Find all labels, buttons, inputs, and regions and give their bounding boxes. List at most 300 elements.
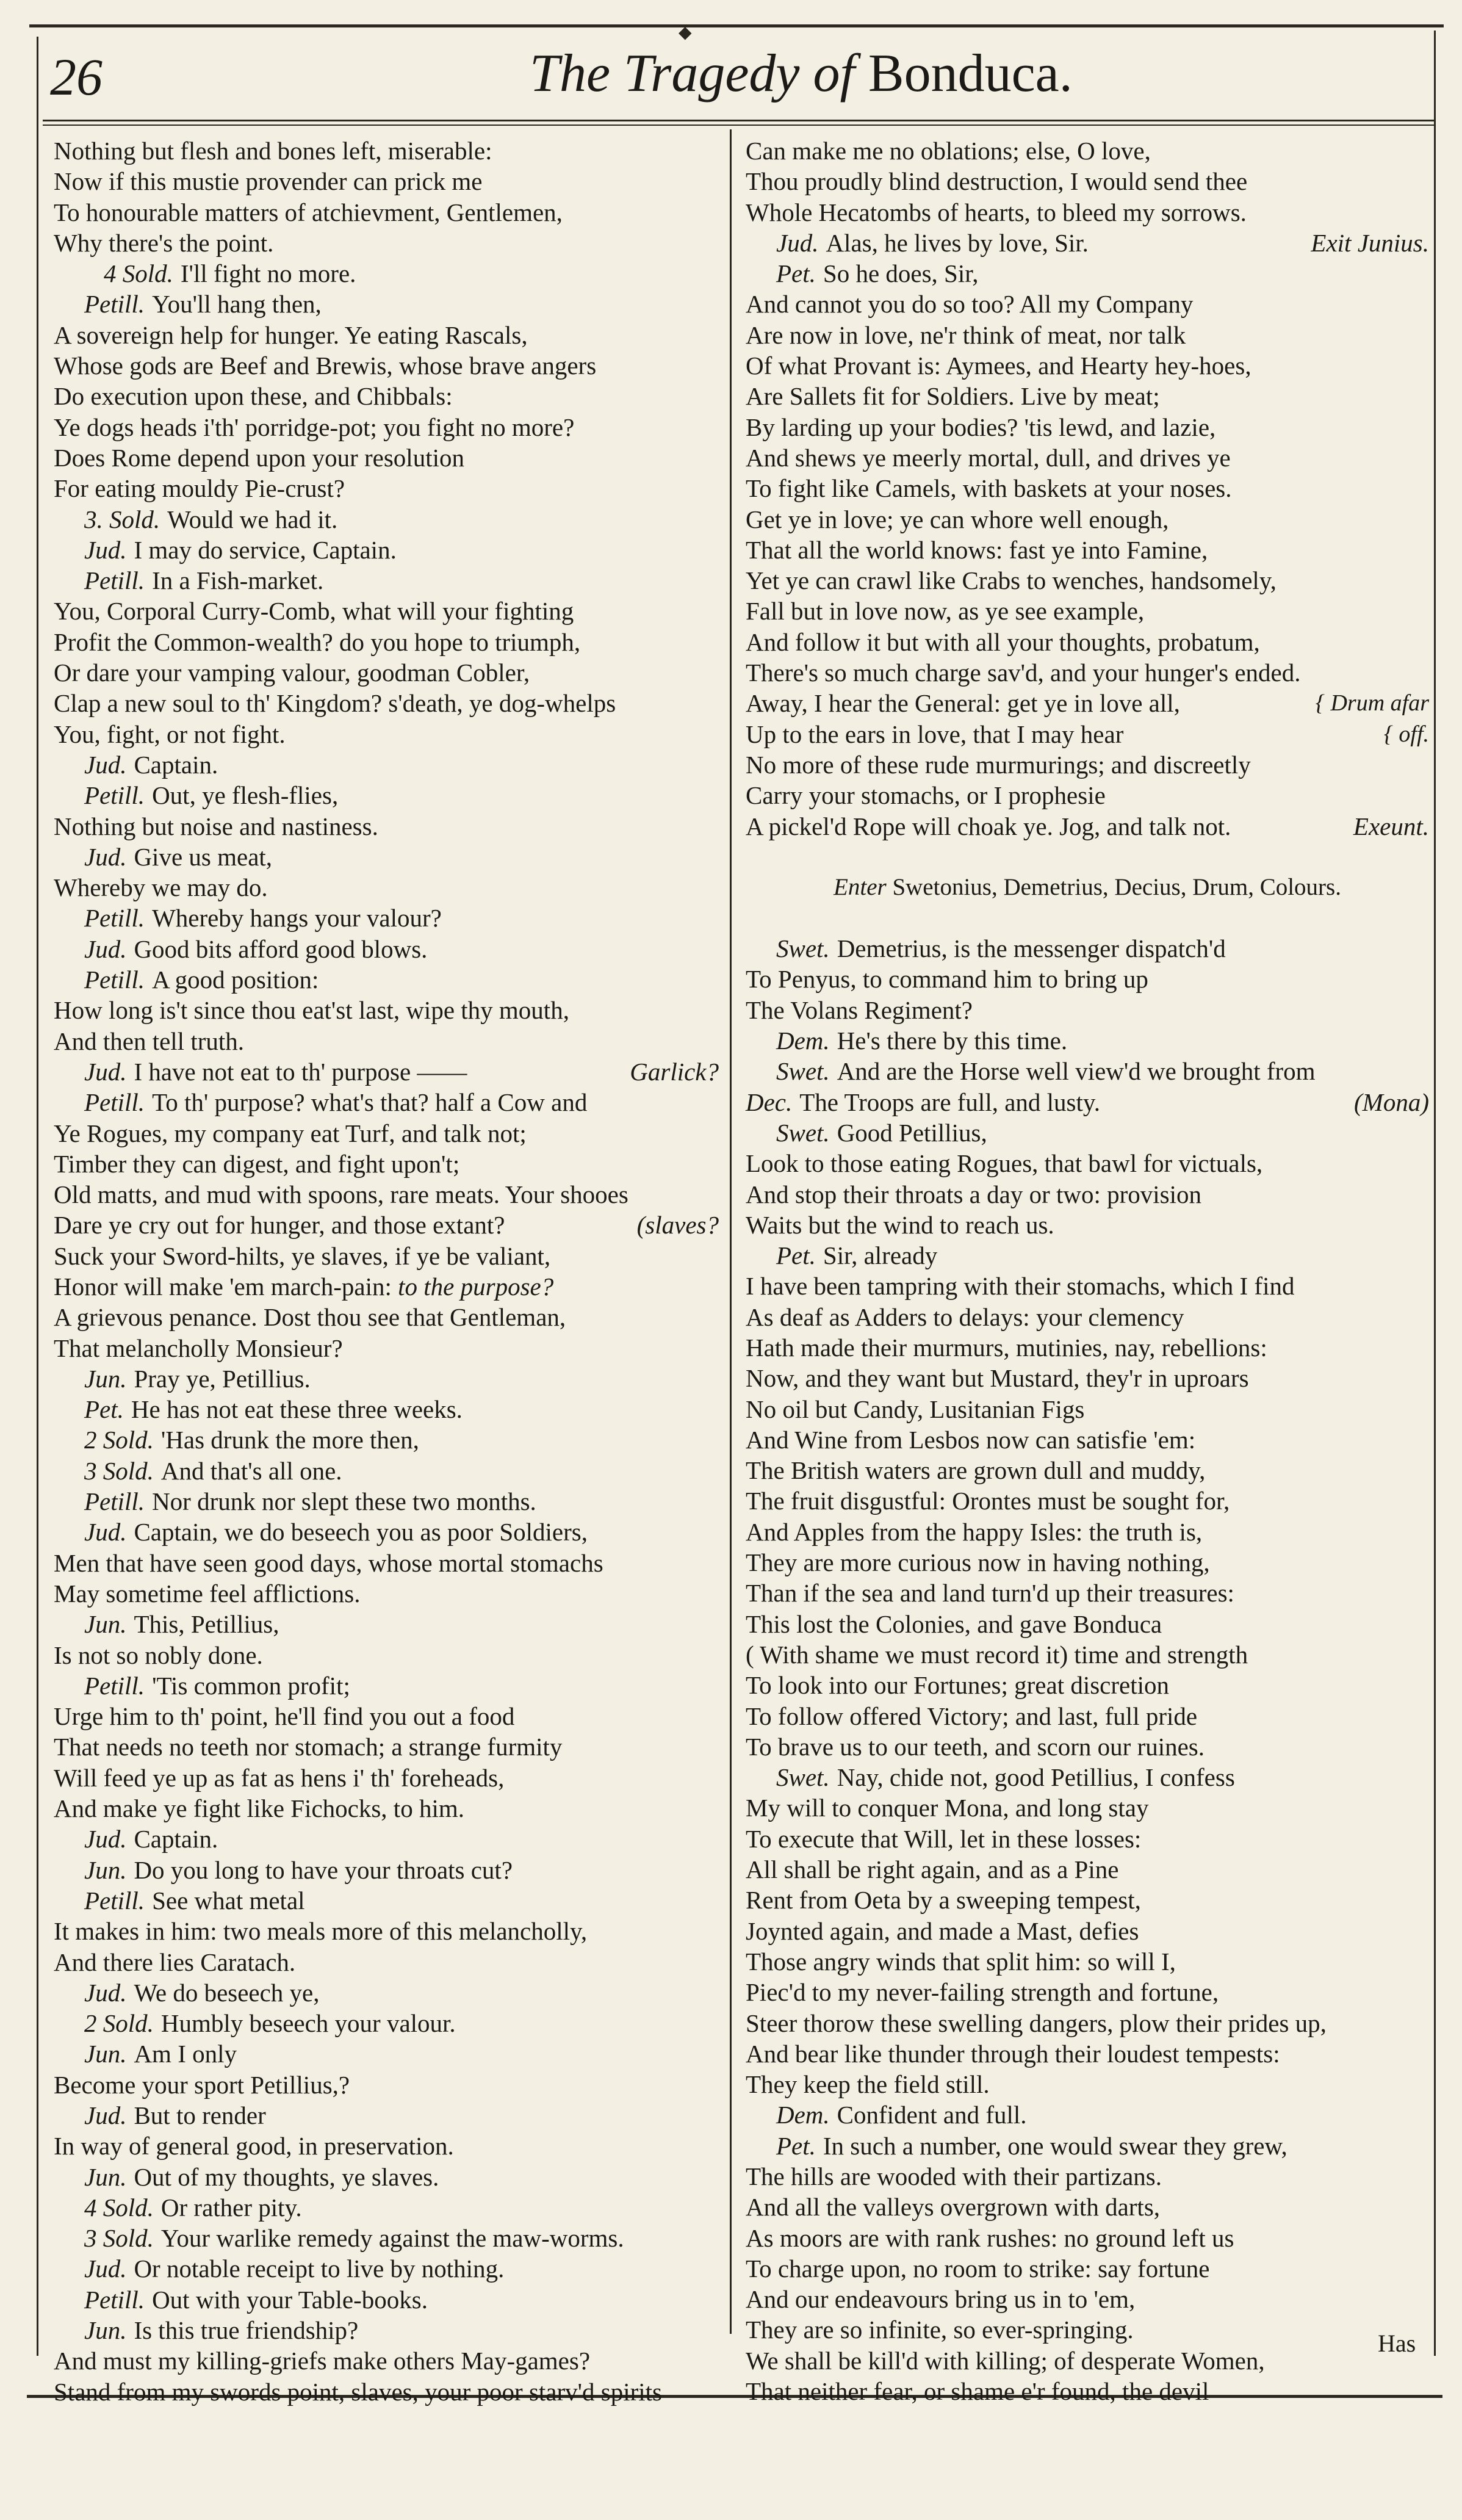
line-text: Pray ye, Petillius. — [134, 1364, 311, 1393]
speaker-name: Jud. — [84, 1978, 127, 2007]
line-text: Captain. — [134, 750, 218, 779]
verse-line — [746, 197, 1429, 228]
line-text: Than if the sea and land turn'd up their treasures: — [746, 1579, 1234, 1608]
line-text: How long is't since thou eat'st last, wipe thy mouth, — [54, 996, 569, 1025]
blank-line — [746, 842, 1429, 872]
line-text: Is this true friendship? — [134, 2316, 359, 2345]
right-margin-rule — [1434, 31, 1436, 2356]
verse-line — [54, 1855, 719, 1885]
line-text: Do execution upon these, and Chibbals: — [54, 382, 453, 411]
verse-line — [746, 1210, 1429, 1240]
verse-line — [54, 1731, 719, 1762]
speaker-name: Jun. — [84, 2316, 127, 2345]
page-number: 26 — [50, 48, 103, 106]
line-text: No more of these rude murmurings; and discreetly — [746, 750, 1251, 779]
line-text: Nor drunk nor slept these two months. — [152, 1487, 536, 1516]
speaker-name: Petill. — [84, 904, 145, 933]
speaker-name: Jud. — [84, 2101, 127, 2129]
speaker-name: Swet. — [776, 1118, 830, 1147]
stage-bracket-note: { Drum afar — [1315, 690, 1429, 717]
line-text: Ye Rogues, my company eat Turf, and talk not; — [54, 1119, 527, 1147]
verse-line — [54, 1179, 719, 1210]
verse-line — [54, 1149, 719, 1179]
verse-line — [746, 1578, 1429, 1608]
verse-line — [746, 412, 1429, 442]
verse-line — [54, 258, 719, 289]
margin-note: Garlick? — [630, 1057, 719, 1086]
left-text-column — [54, 135, 719, 2407]
line-text: Whose gods are Beef and Brewis, whose brave angers — [54, 352, 597, 380]
line-text: Can make me no oblations; else, O love, — [746, 137, 1151, 165]
verse-line — [54, 565, 719, 596]
verse-line — [746, 1762, 1429, 1793]
line-text: And follow it but with all your thoughts, probatum, — [746, 627, 1260, 656]
line-text: Joynted again, and made a Mast, defies — [746, 1916, 1139, 1945]
speaker-name: Pet. — [84, 1395, 124, 1424]
line-text: Give us meat, — [134, 842, 273, 871]
verse-line — [54, 1793, 719, 1824]
line-text: And then tell truth. — [54, 1027, 245, 1055]
verse-line — [746, 1517, 1429, 1547]
speaker-name: Jun. — [84, 2162, 127, 2191]
line-text: My will to conquer Mona, and long stay — [746, 1794, 1149, 1822]
verse-line — [54, 2253, 719, 2284]
speaker-name: Swet. — [776, 934, 830, 963]
verse-line — [54, 2038, 719, 2069]
line-text: Hath made their murmurs, mutinies, nay, rebellions: — [746, 1333, 1267, 1362]
line-text: Out, ye flesh-flies, — [152, 781, 339, 810]
verse-line — [746, 1731, 1429, 1762]
verse-line — [746, 1824, 1429, 1854]
verse-line — [746, 504, 1429, 535]
verse-line — [746, 596, 1429, 626]
line-text: Old matts, and mud with spoons, rare meats. Your shooes — [54, 1180, 628, 1209]
verse-line — [746, 1701, 1429, 1731]
line-text: Men that have seen good days, whose mortal stomachs — [54, 1548, 603, 1577]
line-text: Yet ye can crawl like Crabs to wenches, handsomely, — [746, 566, 1277, 595]
line-text: Am I only — [134, 2040, 237, 2068]
line-text: Those angry winds that split him: so will I, — [746, 1947, 1176, 1976]
verse-line — [746, 780, 1429, 811]
speaker-name: Petill. — [84, 781, 145, 810]
verse-line — [746, 1609, 1429, 1639]
verse-line — [746, 442, 1429, 473]
margin-note: Exeunt. — [1353, 812, 1429, 840]
left-margin-rule — [37, 37, 38, 2356]
verse-line — [746, 1946, 1429, 1977]
verse-line — [746, 1424, 1429, 1455]
speaker-name: Dem. — [776, 2101, 830, 2129]
line-text: Or rather pity. — [160, 2193, 302, 2222]
line-text: Whereby hangs your valour? — [152, 904, 442, 933]
line-text: Of what Provant is: Aymees, and Hearty hey-hoes, — [746, 352, 1251, 380]
line-text: Up to the ears in love, that I may hear — [746, 720, 1124, 748]
line-text: And that's all one. — [160, 1456, 342, 1485]
verse-line — [746, 535, 1429, 565]
running-title-prefix: The Tragedy of — [530, 44, 855, 103]
speaker-name: Jun. — [84, 2040, 127, 2068]
verse-line — [54, 473, 719, 504]
line-text: Timber they can digest, and fight upon't; — [54, 1149, 460, 1178]
line-text: They are so infinite, so ever-springing. — [746, 2316, 1134, 2344]
speaker-name: Petill. — [84, 1671, 145, 1700]
line-text: Will feed ye up as fat as hens i' th' foreheads, — [54, 1763, 505, 1792]
verse-line — [54, 1118, 719, 1149]
verse-line — [54, 2070, 719, 2100]
line-text: Ye dogs heads i'th' porridge-pot; you fight no more? — [54, 413, 575, 441]
verse-line — [746, 749, 1429, 780]
speaker-name: 2 Sold. — [84, 1426, 154, 1454]
verse-line — [54, 1578, 719, 1609]
verse-line — [746, 1363, 1429, 1393]
verse-line — [746, 2099, 1429, 2130]
verse-line — [54, 2345, 719, 2376]
line-text: You, fight, or not fight. — [54, 720, 286, 748]
speaker-name: Jud. — [84, 1518, 127, 1547]
line-text: Is not so nobly done. — [54, 1641, 263, 1669]
verse-line — [746, 1302, 1429, 1332]
line-text: As deaf as Adders to delays: your clemency — [746, 1302, 1184, 1331]
verse-line — [746, 2376, 1429, 2406]
line-text: Are Sallets fit for Soldiers. Live by meat; — [746, 382, 1160, 411]
verse-line — [54, 842, 719, 872]
speaker-name: 2 Sold. — [84, 2009, 154, 2038]
verse-line — [54, 166, 719, 197]
verse-line — [746, 964, 1429, 994]
line-text: Nothing but flesh and bones left, miserable: — [54, 137, 492, 165]
line-text: Rent from Oeta by a sweeping tempest, — [746, 1886, 1141, 1915]
verse-line — [54, 2315, 719, 2345]
stage-direction — [746, 872, 1429, 903]
verse-line — [746, 2253, 1429, 2284]
line-text: We do beseech ye, — [134, 1978, 320, 2007]
margin-note: (slaves? — [636, 1211, 719, 1240]
line-text: Stand from my swords point, slaves, your poor starv'd spirits — [54, 2377, 663, 2406]
line-text: As moors are with rank rushes: no ground left us — [746, 2223, 1234, 2252]
line-text: Now if this mustie provender can prick me — [54, 167, 483, 196]
line-text: Away, I hear the General: get ye in love all, — [746, 689, 1180, 718]
verse-line — [54, 2008, 719, 2038]
verse-line — [746, 1639, 1429, 1670]
verse-line — [746, 228, 1429, 258]
verse-line — [746, 1394, 1429, 1424]
line-text: And are the Horse well view'd we brought from — [837, 1057, 1316, 1086]
catchword: Has — [1378, 2330, 1416, 2357]
line-text: Steer thorow these swelling dangers, plow their prides up, — [746, 2009, 1327, 2037]
verse-line — [54, 627, 719, 657]
line-text: And make ye fight like Fichocks, to him. — [54, 1794, 464, 1823]
verse-line — [54, 289, 719, 319]
verse-line — [54, 934, 719, 964]
line-text: To honourable matters of atchievment, Gentlemen, — [54, 198, 563, 226]
line-text: By larding up your bodies? 'tis lewd, and lazie, — [746, 413, 1216, 441]
verse-line — [746, 1885, 1429, 1915]
line-text: Thou proudly blind destruction, I would send thee — [746, 167, 1248, 196]
verse-line — [54, 1302, 719, 1332]
line-text: I have not eat to th' purpose —— — [134, 1057, 467, 1086]
line-text: They are more curious now in having nothing, — [746, 1548, 1210, 1577]
verse-line — [746, 933, 1429, 964]
verse-line — [54, 2377, 719, 2407]
line-text: Captain. — [134, 1825, 218, 1854]
speaker-name: Dec. — [746, 1088, 793, 1116]
line-text: He has not eat these three weeks. — [131, 1395, 463, 1424]
verse-line — [746, 350, 1429, 381]
line-text: ( With shame we must record it) time and strength — [746, 1640, 1248, 1669]
verse-line — [54, 657, 719, 688]
verse-line — [54, 1271, 719, 1302]
verse-line — [54, 2223, 719, 2253]
line-text: Waits but the wind to reach us. — [746, 1210, 1054, 1239]
verse-line — [54, 2284, 719, 2315]
line-text: To fight like Camels, with baskets at your noses. — [746, 474, 1232, 503]
line-text: And bear like thunder through their loudest tempests: — [746, 2039, 1280, 2068]
verse-line — [54, 1056, 719, 1087]
line-text: That melancholly Monsieur? — [54, 1334, 343, 1362]
verse-line — [54, 719, 719, 749]
stage-names: Swetonius, Demetrius, Decius, Drum, Colours. — [892, 873, 1341, 900]
verse-line — [746, 2069, 1429, 2099]
line-text: Good Petillius, — [837, 1118, 987, 1147]
verse-line — [54, 1456, 719, 1486]
verse-line — [746, 719, 1429, 749]
line-text: That needs no teeth nor stomach; a strange furmity — [54, 1733, 563, 1761]
line-text: And Apples from the happy Isles: the truth is, — [746, 1517, 1203, 1546]
speaker-name: Jud. — [84, 934, 127, 963]
line-text: Do you long to have your throats cut? — [134, 1855, 513, 1884]
line-tail: to the purpose? — [391, 1272, 554, 1301]
line-text: A sovereign help for hunger. Ye eating Rascals, — [54, 320, 528, 349]
line-text: To Penyus, to command him to bring up — [746, 965, 1148, 994]
verse-line — [746, 2038, 1429, 2069]
verse-line — [746, 2161, 1429, 2192]
line-text: A pickel'd Rope will choak ye. Jog, and talk not. — [746, 812, 1231, 840]
line-text: Out of my thoughts, ye slaves. — [134, 2162, 439, 2191]
line-text: You, Corporal Curry-Comb, what will your fighting — [54, 597, 574, 626]
verse-line — [746, 1148, 1429, 1179]
verse-line — [54, 197, 719, 228]
speaker-name: Jun. — [84, 1364, 127, 1393]
line-text: Whole Hecatombs of hearts, to bleed my sorrows. — [746, 198, 1247, 226]
line-text: Would we had it. — [167, 505, 338, 533]
margin-note: Exit Junius. — [1311, 228, 1429, 257]
line-text: Alas, he lives by love, Sir. — [826, 228, 1089, 257]
verse-line — [746, 289, 1429, 319]
line-text: But to render — [134, 2101, 266, 2129]
line-text: Clap a new soul to th' Kingdom? s'death, ye dog-whelps — [54, 689, 616, 718]
line-text: Demetrius, is the messenger dispatch'd — [837, 934, 1226, 963]
verse-line — [54, 350, 719, 381]
line-text: Confident and full. — [837, 2101, 1027, 2129]
verse-line — [746, 1179, 1429, 1210]
line-text: You'll hang then, — [152, 290, 322, 319]
speaker-name: Petill. — [84, 1088, 145, 1117]
speaker-name: Jud. — [84, 1057, 127, 1086]
line-text: In way of general good, in preservation. — [54, 2132, 454, 2161]
verse-line — [54, 811, 719, 842]
line-text: And all the valleys overgrown with darts, — [746, 2193, 1161, 2222]
verse-line — [54, 1885, 719, 1916]
line-text: Piec'd to my never-failing strength and fortune, — [746, 1978, 1219, 2007]
line-text: All shall be right again, and as a Pine — [746, 1855, 1119, 1884]
line-text: Why there's the point. — [54, 228, 274, 257]
verse-line — [746, 166, 1429, 197]
verse-line — [54, 995, 719, 1025]
line-text: Your warlike remedy against the maw-worms. — [160, 2224, 624, 2253]
verse-line — [746, 381, 1429, 411]
line-text: Captain, we do beseech you as poor Soldiers, — [134, 1518, 588, 1547]
verse-line — [54, 1486, 719, 1517]
line-text: And stop their throats a day or two: provision — [746, 1180, 1202, 1208]
speaker-name: Swet. — [776, 1057, 830, 1086]
verse-line — [746, 320, 1429, 350]
line-text: To brave us to our teeth, and scorn our ruines. — [746, 1732, 1205, 1761]
line-text: A good position: — [152, 966, 319, 994]
line-text: This, Petillius, — [134, 1610, 279, 1639]
speaker-name: Petill. — [84, 566, 145, 595]
verse-line — [746, 657, 1429, 688]
verse-line — [746, 1670, 1429, 1700]
line-text: Nothing but noise and nastiness. — [54, 812, 378, 840]
header-underline-thin — [43, 125, 1434, 126]
header-underline — [43, 120, 1434, 121]
margin-note: (Mona) — [1354, 1088, 1429, 1116]
speaker-name: Petill. — [84, 1487, 145, 1516]
line-text: Are now in love, ne'r think of meat, nor talk — [746, 320, 1186, 349]
line-text: See what metal — [152, 1886, 305, 1915]
verse-line — [54, 964, 719, 995]
line-text: We shall be kill'd with killing; of desperate Women, — [746, 2346, 1265, 2375]
verse-line — [54, 2131, 719, 2161]
verse-line — [54, 535, 719, 565]
line-text: The British waters are grown dull and muddy, — [746, 1456, 1206, 1485]
line-text: So he does, Sir, — [823, 259, 979, 288]
verse-line — [54, 1333, 719, 1363]
speaker-name: 4 Sold. — [84, 2193, 154, 2222]
verse-line — [54, 1363, 719, 1394]
line-text: In such a number, one would swear they grew, — [823, 2131, 1287, 2160]
verse-line — [746, 1240, 1429, 1271]
line-text: A grievous penance. Dost thou see that Gentleman, — [54, 1303, 566, 1332]
verse-line — [746, 1271, 1429, 1301]
line-text: 'Has drunk the more then, — [160, 1426, 419, 1454]
speaker-name: Pet. — [776, 2131, 816, 2160]
line-text: Out with your Table-books. — [152, 2285, 428, 2314]
verse-line — [746, 1087, 1429, 1117]
verse-line — [54, 1947, 719, 1977]
verse-line — [746, 1793, 1429, 1823]
speaker-name: Pet. — [776, 1241, 816, 1270]
line-text: Or dare your vamping valour, goodman Cobler, — [54, 659, 530, 687]
line-text: He's there by this time. — [837, 1027, 1068, 1055]
verse-line — [746, 1486, 1429, 1516]
line-text: And shews ye meerly mortal, dull, and drives ye — [746, 443, 1231, 472]
verse-line — [54, 749, 719, 780]
verse-line — [54, 780, 719, 811]
verse-line — [54, 2192, 719, 2223]
verse-line — [746, 2314, 1429, 2345]
verse-line — [54, 596, 719, 626]
line-text: Now, and they want but Mustard, they'r in uproars — [746, 1364, 1249, 1393]
verse-line — [746, 2284, 1429, 2314]
verse-line — [54, 903, 719, 933]
verse-line — [54, 1977, 719, 2008]
line-text: This lost the Colonies, and gave Bonduca — [746, 1609, 1162, 1638]
line-text: I have been tampring with their stomachs, which I find — [746, 1272, 1295, 1301]
line-text: The fruit disgustful: Orontes must be sought for, — [746, 1487, 1230, 1515]
verse-line — [746, 1332, 1429, 1363]
line-text: Does Rome depend upon your resolution — [54, 443, 464, 472]
verse-line — [54, 2162, 719, 2192]
verse-line — [54, 1670, 719, 1701]
verse-line — [54, 381, 719, 411]
verse-line — [54, 688, 719, 718]
verse-line — [54, 135, 719, 166]
speaker-name: Jud. — [776, 228, 819, 257]
verse-line — [54, 1763, 719, 1793]
verse-line — [54, 1916, 719, 1946]
line-text: The Troops are full, and lusty. — [799, 1088, 1100, 1116]
verse-line — [746, 688, 1429, 718]
speaker-name: Jud. — [84, 535, 127, 564]
stage-verb: Enter — [834, 873, 893, 900]
verse-line — [746, 2192, 1429, 2222]
verse-line — [54, 872, 719, 903]
verse-line — [746, 811, 1429, 842]
line-text: That all the world knows: fast ye into Famine, — [746, 535, 1208, 564]
line-text: In a Fish-market. — [152, 566, 324, 595]
verse-line — [746, 2008, 1429, 2038]
line-text: Carry your stomachs, or I prophesie — [746, 781, 1106, 810]
line-text: Urge him to th' point, he'll find you out a food — [54, 1702, 515, 1731]
line-text: To follow offered Victory; and last, full pride — [746, 1702, 1198, 1730]
verse-line — [54, 1701, 719, 1731]
speaker-name: Jud. — [84, 750, 127, 779]
line-text: Sir, already — [823, 1241, 938, 1270]
speaker-name: Pet. — [776, 259, 816, 288]
verse-line — [54, 1424, 719, 1455]
verse-line — [54, 1241, 719, 1271]
running-title-name: Bonduca. — [868, 44, 1073, 103]
speaker-name: 4 Sold. — [104, 259, 173, 288]
line-text: And there lies Caratach. — [54, 1948, 296, 1976]
verse-line — [54, 1517, 719, 1547]
verse-line — [746, 2131, 1429, 2161]
verse-line — [746, 1916, 1429, 1946]
verse-line — [54, 1087, 719, 1117]
line-text: And our endeavours bring us in to 'em, — [746, 2285, 1136, 2314]
verse-line — [746, 473, 1429, 504]
line-text: No oil but Candy, Lusitanian Figs — [746, 1395, 1085, 1423]
verse-line — [54, 1026, 719, 1056]
verse-line — [746, 258, 1429, 289]
verse-line — [746, 627, 1429, 657]
line-text: It makes in him: two meals more of this melancholly, — [54, 1917, 588, 1946]
speaker-name: Dem. — [776, 1027, 830, 1055]
line-text: They keep the field still. — [746, 2070, 990, 2099]
verse-line — [746, 1025, 1429, 1056]
verse-line — [54, 1210, 719, 1240]
line-text: I'll fight no more. — [180, 259, 356, 288]
verse-line — [54, 1394, 719, 1424]
line-text: Nay, chide not, good Petillius, I confess — [837, 1763, 1235, 1792]
verse-line — [54, 1824, 719, 1854]
line-text: Fall but in love now, as ye see example, — [746, 597, 1145, 626]
line-text: And Wine from Lesbos now can satisfie 'em: — [746, 1425, 1196, 1454]
line-text: The Volans Regiment? — [746, 995, 973, 1024]
line-text: To charge upon, no room to strike: say fortune — [746, 2254, 1210, 2283]
speaker-name: Jun. — [84, 1855, 127, 1884]
